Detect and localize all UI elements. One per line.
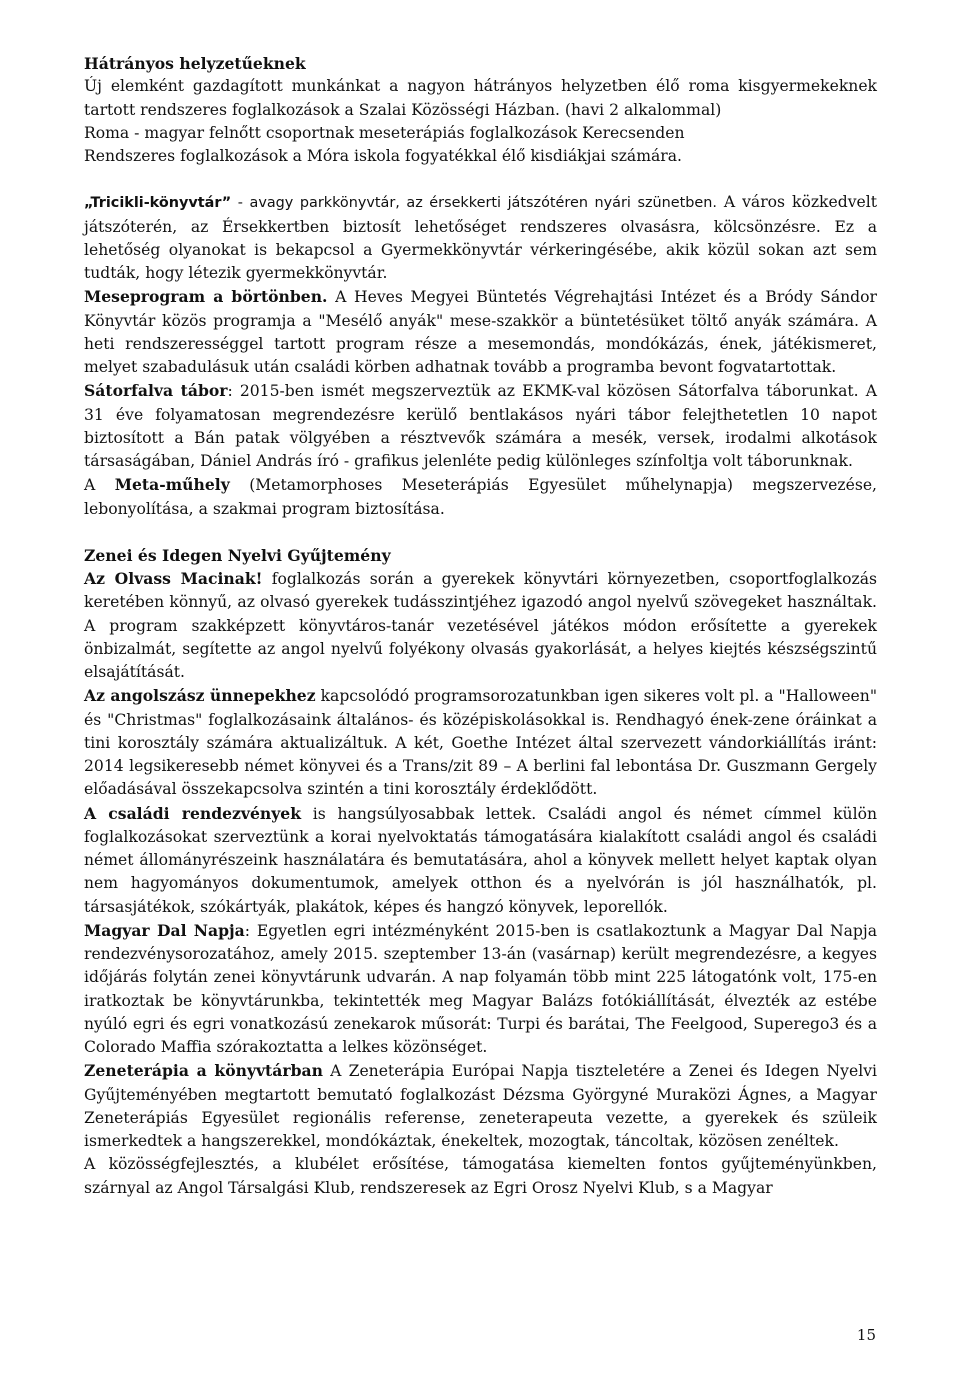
- family-events-body: is hangsúlyosabbak lettek. Családi angol és német címmel külön foglalkozásokat szerveztünk a korai nyelvoktatás támogatására kialakított családi angol és családi német állományrészeink használatára és bemutatására, ahol a könyvek mellett helyet kaptak olyan nem hagyományos dokumentumok, amelyek otthon és a nyelvórán is jól használhatók, pl. társasjátékok, szókártyák, plakátok, képes és hangzó könyvek, leporellók.: [84, 804, 877, 916]
- satorfalva-title: Sátorfalva tábor: [84, 381, 228, 401]
- paragraph-music-therapy: [84, 1059, 877, 1153]
- spacer: [84, 521, 877, 544]
- magyar-dal-body: : Egyetlen egri intézményként 2015-ben is csatlakoztunk a Magyar Dal Napja rendezvénysorozatához, amely 2015. szeptember 13-án (vasárnap) került megrendezésre, a kegyes időjárás folytán zenei könyvtárunk udvarán. A nap folyamán több mint 225 látogatónk volt, 175-en iratkoztak be könyvtárunkba, tekintették meg Magyar Balázs fotókiállítását, élvezték az estébe nyúló egri és egri vonatkozású zenekarok műsorát: Turpi és barátai, The Feelgood, Superego3 és a Colorado Maffia szórakoztatta a lelkes közönséget.: [84, 921, 877, 1056]
- anglo-saxon-body: kapcsolódó programsorozatunkban igen sikeres volt pl. a "Halloween" és "Christmas" foglalkozásaink általános- és középiskolásokkal is. Rendhagyó ének-zene óráinkat a tini korosztály számára aktualizáltuk. A két, Goethe Intézet által szervezett vándorkiállítás iránt: 2014 legsikeresebb német könyvei és a Trans/zit 89 – A berlini fal lebontása Dr. Guszmann Gergely előadásával összekapcsolva szintén a tini korosztály érdeklődött.: [84, 687, 878, 799]
- section-heading-disadvantaged: Hátrányos helyzetűeknek: [84, 54, 306, 73]
- spacer: [84, 168, 877, 191]
- satorfalva-body: : 2015-ben ismét megszerveztük az EKMK-val közösen Sátorfalva táborunkat. A 31 éve folyamatosan megrendezésre kerülő bentlakásos nyári tábor felejthetetlen 10 napot biztosított a Bán patak völgyében a résztvevők számára a mesék, versek, irodalmi alkotások társaságában, Dániel András író - grafikus jelenléte pedig különleges színfoltja volt táborunknak.: [84, 382, 877, 470]
- paragraph-prison-program: [84, 285, 877, 379]
- prison-program-title: Meseprogram a börtönben.: [84, 287, 328, 307]
- paragraph-family-events: [84, 802, 877, 919]
- paragraph-mora-school: Rendszeres foglalkozások a Móra iskola fogyatékkal élő kisdiákjai számára.: [84, 147, 683, 165]
- page-number: 15: [856, 1326, 876, 1344]
- meta-muhely-body: (Metamorphoses Meseterápiás Egyesület műhelynapja) megszervezése, lebonyolítása, a szakmai program biztosítása.: [84, 476, 878, 518]
- magyar-dal-title: Magyar Dal Napja: [84, 920, 245, 940]
- paragraph-satorfalva: [84, 379, 877, 473]
- paragraph-roma-children: Új elemként gazdagított munkánkat a nagyon hátrányos helyzetben élő roma kisgyermekeknek tartott rendszeres foglalkozások a Szalai Közösségi Házban. (havi 2 alkalommal): [84, 77, 877, 119]
- tricikli-subtitle: - avagy parkkönyvtár, az érsekkerti játszótéren nyári szünetben.: [231, 195, 717, 212]
- olvass-macinak-title: Az Olvass Macinak!: [84, 569, 263, 588]
- paragraph-magyar-dal-napja: [84, 919, 877, 1060]
- prison-program-body: A Heves Megyei Büntetés Végrehajtási Intézet és a Bródy Sándor Könyvtár közös programja a "Mesélő anyák" mese-szakkör a büntetésüket töltő anyák számára. A heti rendszerességgel tartott program része a mesemondás, mondókázás, ének, játékismeret, melyet szabadulásuk után családi körben adhatnak tovább a programba bevont fogvatartottak.: [84, 288, 878, 376]
- music-therapy-title: Zeneterápia a könyvtárban: [84, 1061, 323, 1081]
- olvass-macinak-body: foglalkozás során a gyerekek könyvtári környezetben, csoportfoglalkozás keretében könnyű, az olvasó gyerekek tudásszintjéhez igazodó angol nyelvű szövegeket használtak. A program szakképzett könyvtáros-tanár vezetésével játékos módon erősítette a gyerekek önbizalmát, segítette az angol nyelvű folyékony olvasás gyakorlását, a helyes kiejtés készségszintű elsajátítását.: [84, 570, 877, 681]
- paragraph-tricikli: [84, 191, 877, 285]
- paragraph-community: A közösségfejlesztés, a klubélet erősítése, támogatása kiemelten fontos gyűjteményünkben, szárnyal az Angol Társalgási Klub, rendszeresek az Egri Orosz Nyelvi Klub, s a Magyar: [84, 1155, 877, 1197]
- paragraph-roma-adults: Roma - magyar felnőtt csoportnak meseterápiás foglalkozások Kerecsenden: [84, 123, 685, 142]
- meta-muhely-title: Meta-műhely: [114, 475, 230, 495]
- paragraph-olvass-macinak: [84, 567, 877, 684]
- music-therapy-body: A Zeneterápia Európai Napja tiszteletére a Zenei és Idegen Nyelvi Gyűjteményében megtartott bemutató foglalkozást Dézsma Györgyné Muraközi Ágnes, a Magyar Zeneterápiás Egyesület regionális referense, zeneterapeuta vezette, a gyerekek és szüleik ismerkedtek a hangszerekkel, mondókáztak, énekeltek, mozogtak, táncoltak, közösen zenéltek.: [84, 1062, 877, 1150]
- section-heading-music-collection: Zenei és Idegen Nyelvi Gyűjtemény: [84, 545, 391, 565]
- paragraph-meta-muhely: A Meta-műhely (Metamorphoses Meseterápiás Egyesület műhelynapja) megszervezése, lebonyolítása, a szakmai program biztosítása.: [84, 475, 878, 518]
- family-events-title: A családi rendezvények: [84, 803, 302, 823]
- tricikli-title: „Tricikli-könyvtár”: [84, 195, 232, 212]
- document-page: [84, 52, 877, 1200]
- anglo-saxon-title: Az angolszász ünnepekhez: [84, 686, 316, 706]
- tricikli-body: A város közkedvelt játszóterén, az Érsekkertben biztosít lehetőséget rendszeres olvasásra, kölcsönzésre. Ez a lehetőség olyanokat is bekapcsol a Gyermekkönyvtár vérkeringésébe, akik közül sokan azt sem tudták, hogy létezik gyermekkönyvtár.: [84, 193, 878, 282]
- paragraph-anglo-saxon-holidays: [84, 684, 877, 801]
